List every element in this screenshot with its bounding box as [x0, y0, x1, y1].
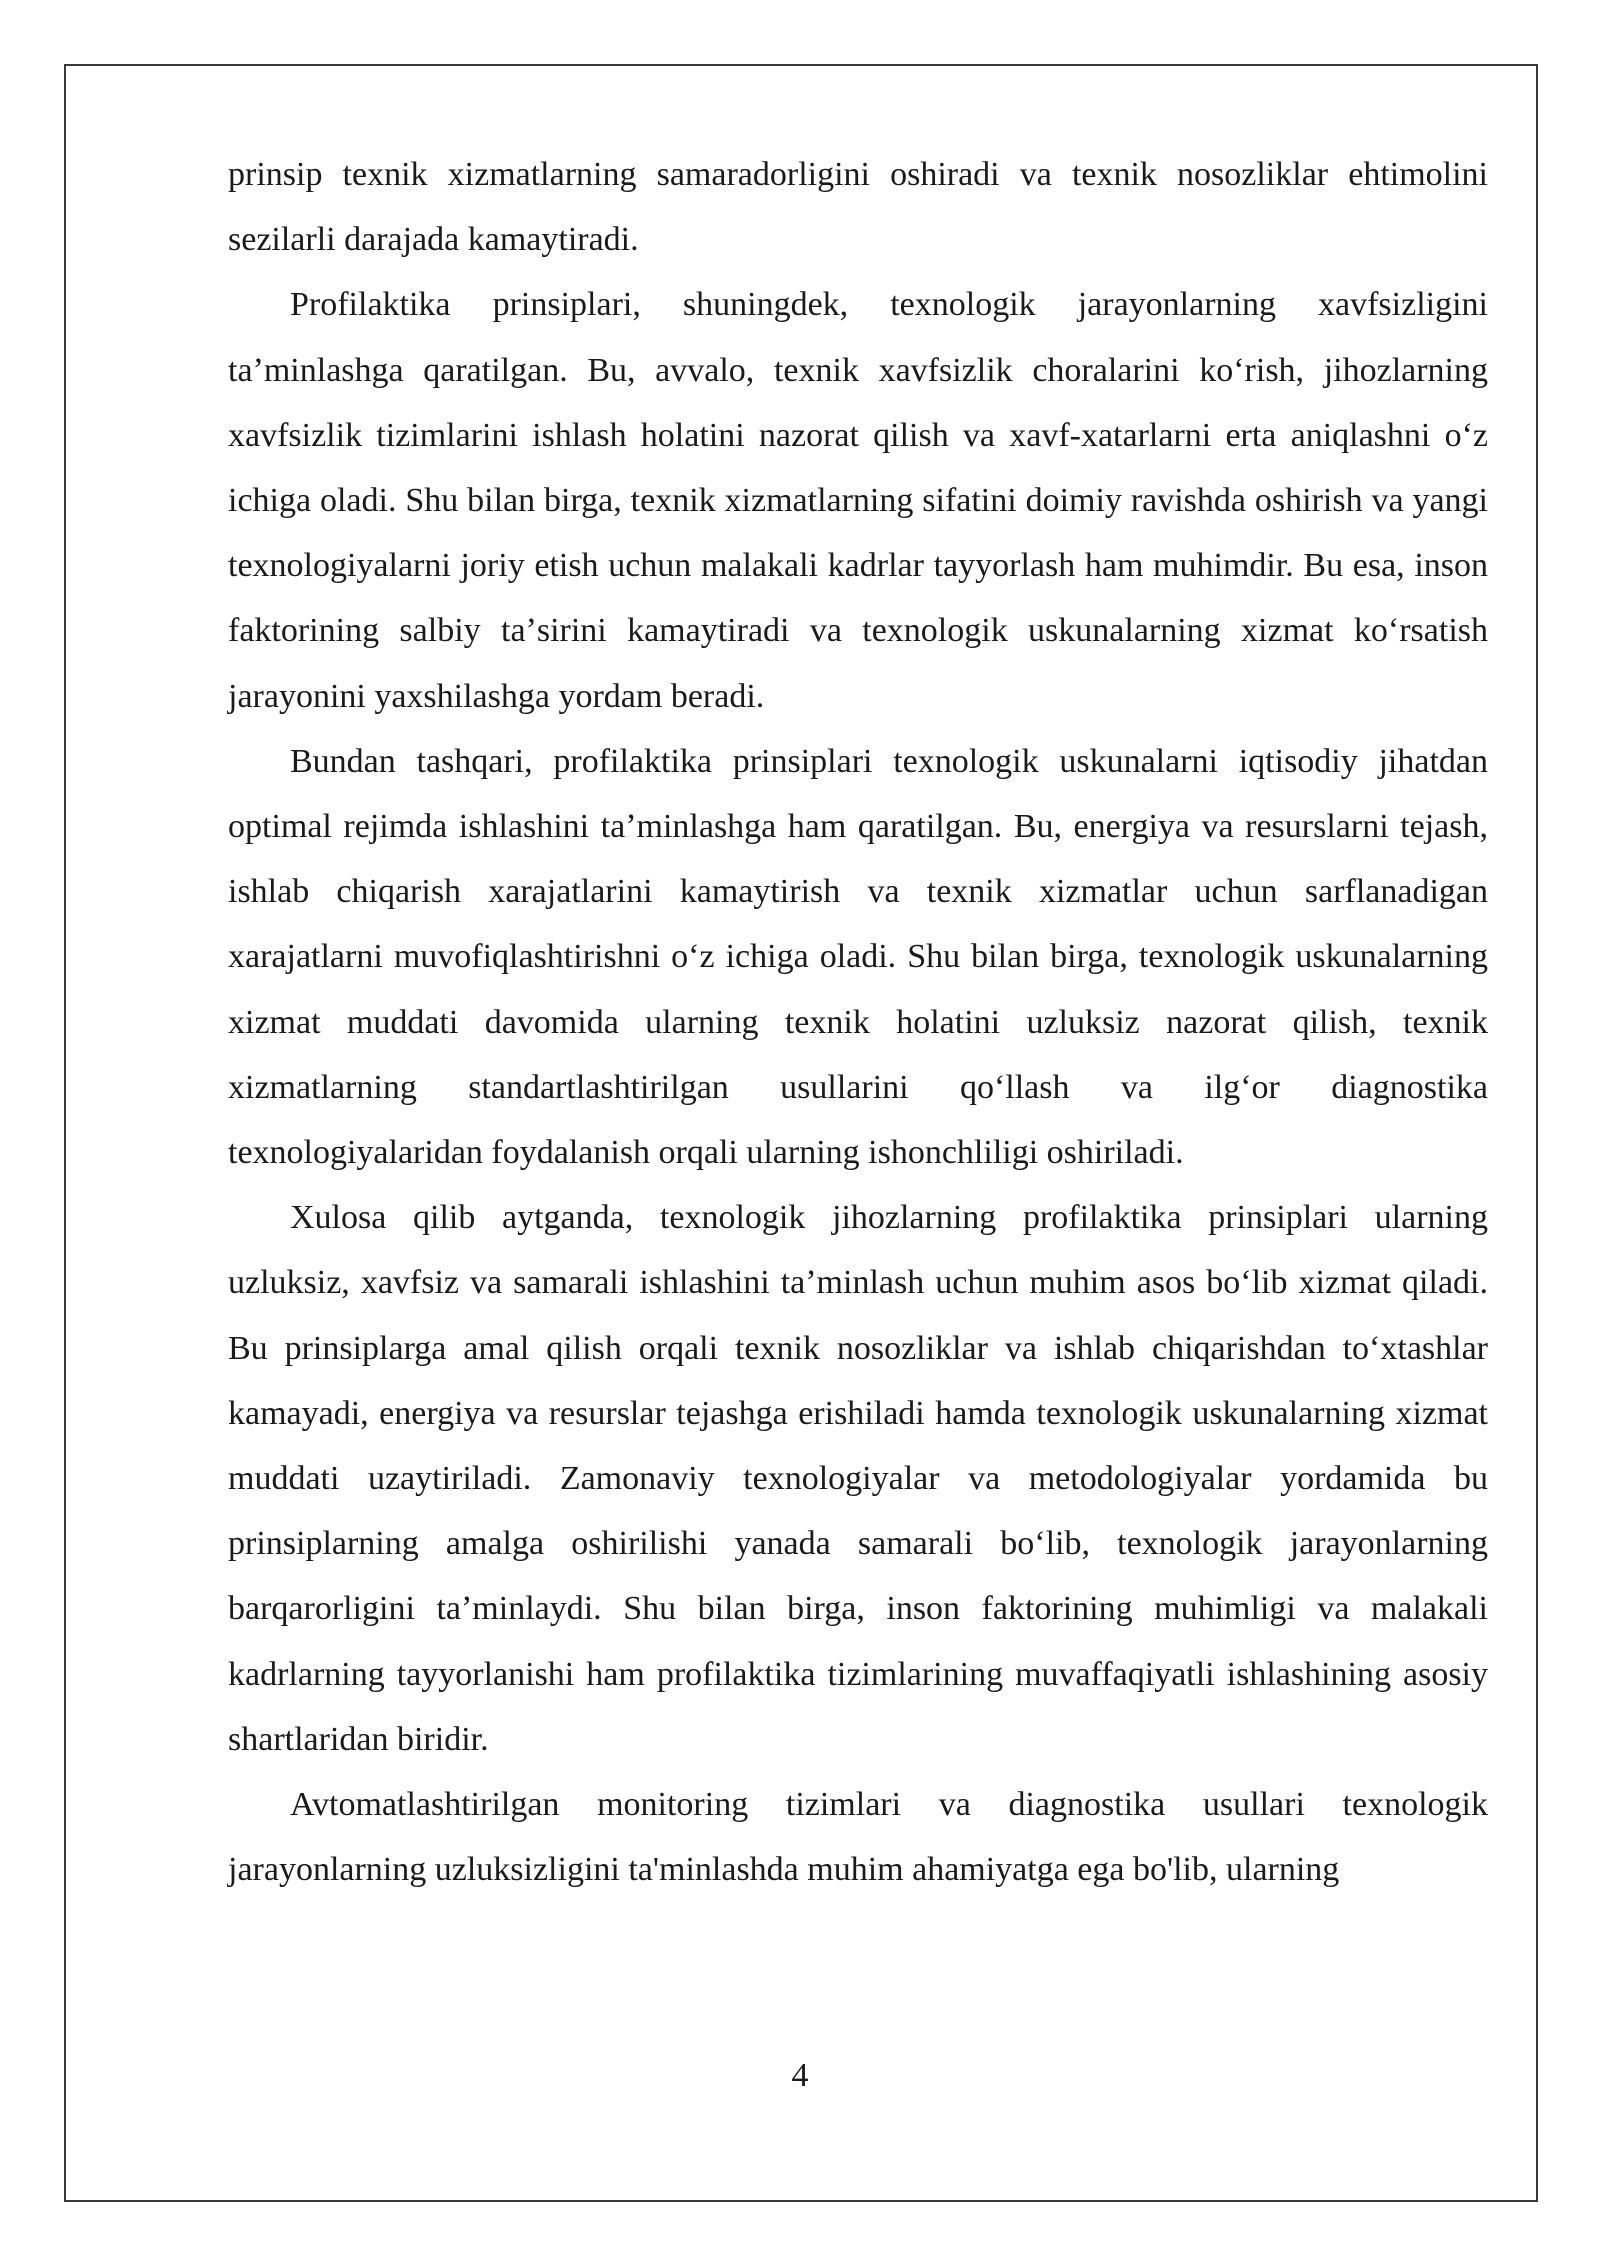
paragraph-5: Avtomatlashtirilgan monitoring tizimlari va diagnostika usullari texnologik jarayonlarning uzluksizligini ta'minlashda muhim ahamiyatga ega bo'lib, ularning	[228, 1786, 1488, 1889]
page-number: 4	[791, 2057, 809, 2094]
paragraph-1: prinsip texnik xizmatlarning samaradorligini oshiradi va texnik nosozliklar ehtimolini sezilarli darajada kamaytiradi.	[228, 156, 1488, 259]
paragraph-4: Xulosa qilib aytganda, texnologik jihozlarning profilaktika prinsiplari ularning uzluksiz, xavfsiz va samarali ishlashini taʼminlash uchun muhim asos boʻlib xizmat qiladi. Bu prinsiplarga amal qilish orqali texnik nosozliklar va ishlab chiqarishdan toʻxtashlar kamayadi, energiya va resurslar tejashga erishiladi hamda texnologik uskunalarning xizmat muddati uzaytiriladi. Zamonaviy texnologiyalar va metodologiyalar yordamida bu prinsiplarning amalga oshirilishi yanada samarali boʻlib, texnologik jarayonlarning barqarorligini taʼminlaydi. Shu bilan birga, inson faktorining muhimligi va malakali kadrlarning tayyorlanishi ham profilaktika tizimlarining muvaffaqiyatli ishlashining asosiy shartlaridan biridir.	[228, 1199, 1488, 1758]
paragraph-2: Profilaktika prinsiplari, shuningdek, texnologik jarayonlarning xavfsizligini taʼminlashga qaratilgan. Bu, avvalo, texnik xavfsizlik choralarini koʻrish, jihozlarning xavfsizlik tizimlarini ishlash holatini nazorat qilish va xavf-xatarlarni erta aniqlashni oʻz ichiga oladi. Shu bilan birga, texnik xizmatlarning sifatini doimiy ravishda oshirish va yangi texnologiyalarni joriy etish uchun malakali kadrlar tayyorlash ham muhimdir. Bu esa, inson faktorining salbiy taʼsirini kamaytiradi va texnologik uskunalarning xizmat koʻrsatish jarayonini yaxshilashga yordam beradi.	[228, 286, 1488, 715]
document-body	[228, 142, 1488, 1902]
paragraph-3: Bundan tashqari, profilaktika prinsiplari texnologik uskunalarni iqtisodiy jihatdan optimal rejimda ishlashini taʼminlashga ham qaratilgan. Bu, energiya va resurslarni tejash, ishlab chiqarish xarajatlarini kamaytirish va texnik xizmatlar uchun sarflanadigan xarajatlarni muvofiqlashtirishni oʻz ichiga oladi. Shu bilan birga, texnologik uskunalarning xizmat muddati davomida ularning texnik holatini uzluksiz nazorat qilish, texnik xizmatlarning standartlashtirilgan usullarini qoʻllash va ilgʻor diagnostika texnologiyalaridan foydalanish orqali ularning ishonchliligi oshiriladi.	[228, 742, 1488, 1172]
